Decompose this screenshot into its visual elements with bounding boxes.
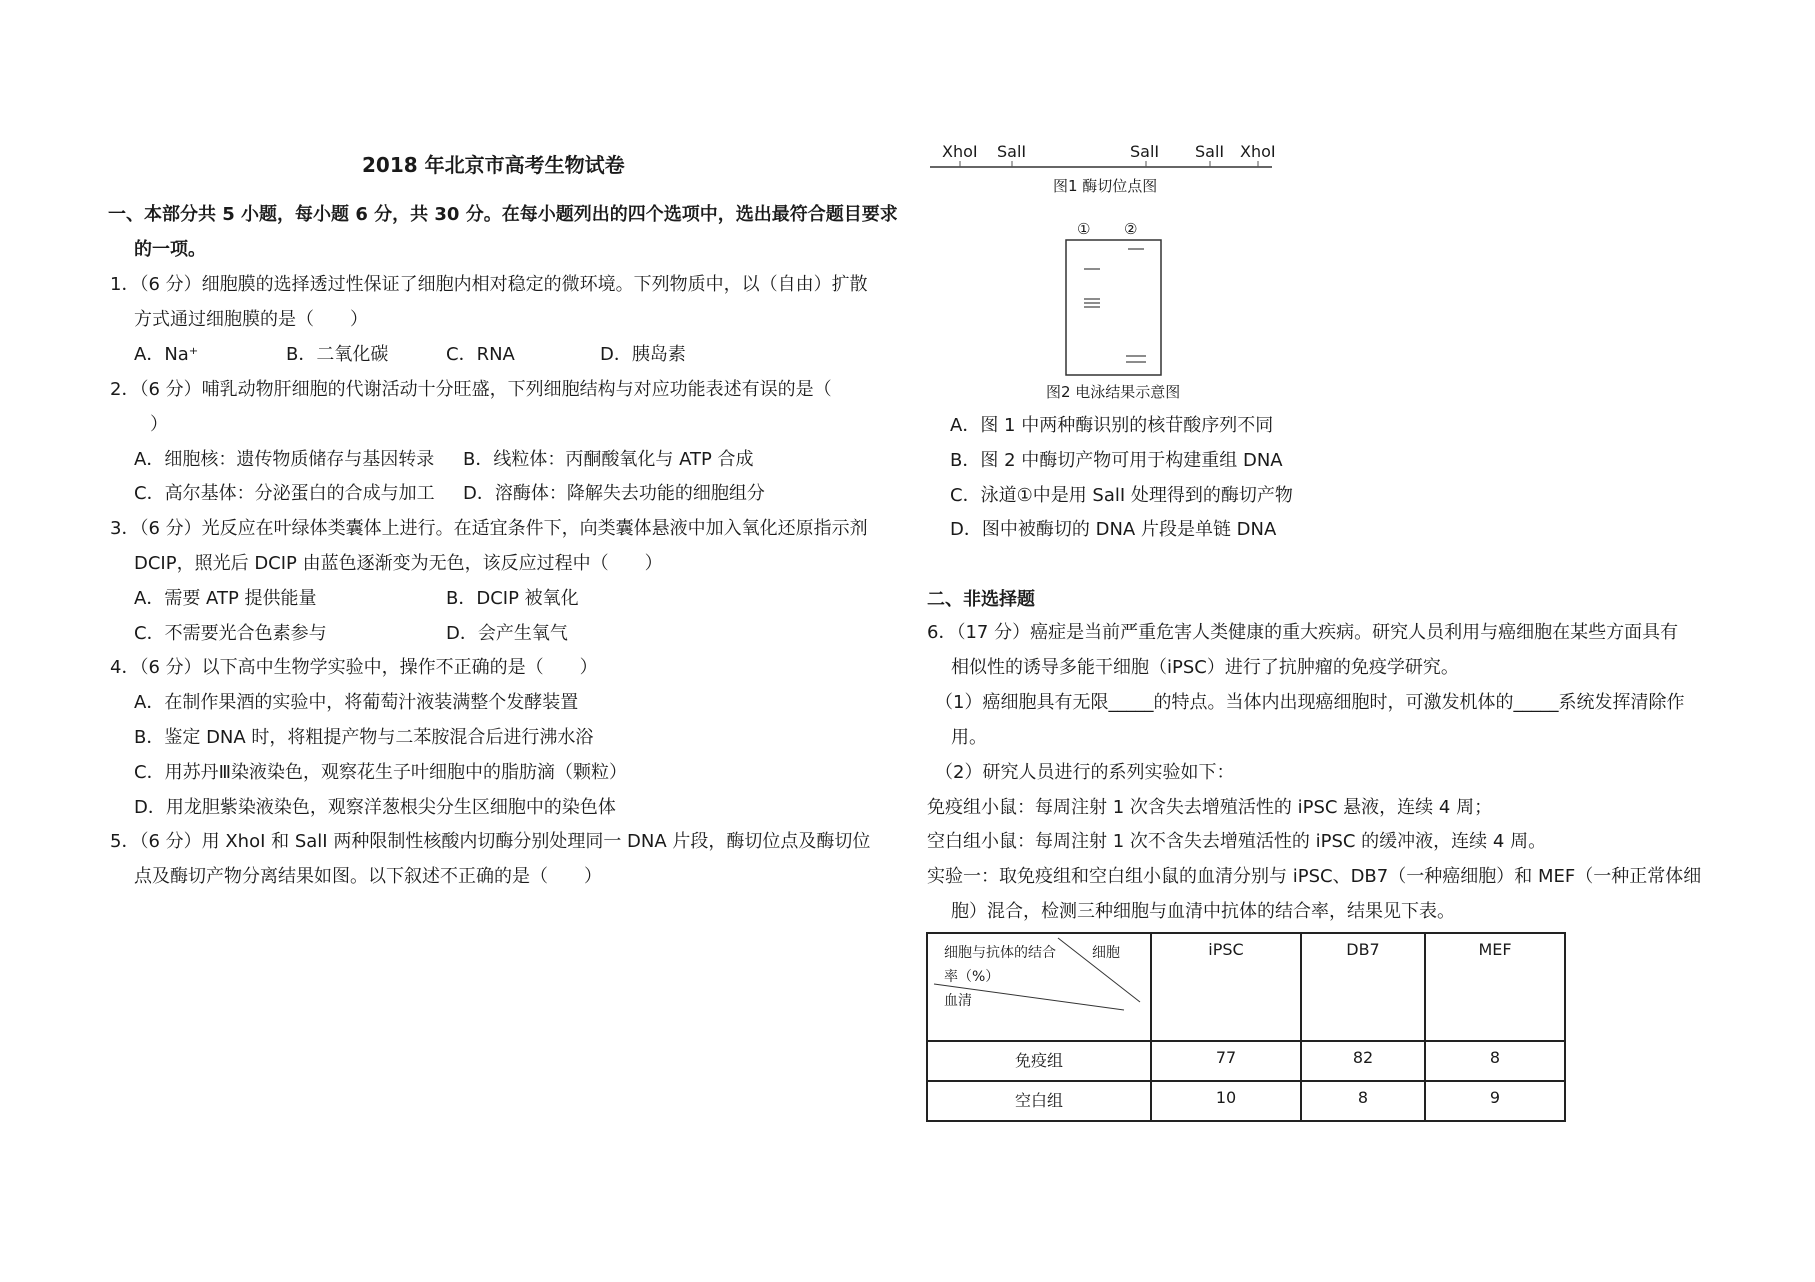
q6-sub1-cont: 用。 — [951, 727, 987, 748]
table-corner-cell — [927, 933, 1151, 1041]
table-row-label: 空白组 — [927, 1081, 1151, 1121]
section2-heading: 二、非选择题 — [927, 589, 1035, 610]
q2-option-a: A．细胞核：遗传物质储存与基因转录 — [134, 449, 435, 470]
q3-option-c: C．不需要光合色素参与 — [134, 623, 327, 644]
q3-stem-cont: DCIP，照光后 DCIP 由蓝色逐渐变为无色，该反应过程中（ ） — [134, 553, 663, 574]
q4-option-b: B．鉴定 DNA 时，将粗提产物与二苯胺混合后进行沸水浴 — [134, 727, 594, 748]
q6-blank-group: 空白组小鼠：每周注射 1 次不含失去增殖活性的 iPSC 的缓冲液，连续 4 周。 — [927, 831, 1547, 852]
q6-immune-group: 免疫组小鼠：每周注射 1 次含失去增殖活性的 iPSC 悬液，连续 4 周； — [927, 797, 1493, 818]
fig2-lane-2-label: ② — [1124, 220, 1138, 238]
q2-stem: 2．（6 分）哺乳动物肝细胞的代谢活动十分旺盛，下列细胞结构与对应功能表述有误的是（ — [110, 379, 832, 400]
fig2-lane-1-label: ① — [1077, 220, 1091, 238]
q5-option-c: C．泳道①中是用 SalⅠ 处理得到的酶切产物 — [950, 485, 1293, 506]
q2-option-d: D．溶酶体：降解失去功能的细胞组分 — [463, 483, 765, 504]
table-cell: 8 — [1301, 1081, 1425, 1121]
q5-stem-cont: 点及酶切产物分离结果如图。以下叙述不正确的是（ ） — [134, 866, 602, 887]
q1-stem-cont: 方式通过细胞膜的是（ ） — [134, 309, 368, 330]
table-header-db7: DB7 — [1301, 933, 1425, 1041]
fig2-caption: 图2 电泳结果示意图 — [1046, 383, 1181, 401]
q4-option-d: D．用龙胆紫染液染色，观察洋葱根尖分生区细胞中的染色体 — [134, 797, 616, 818]
page-title: 2018 年北京市高考生物试卷 — [362, 153, 625, 177]
q3-stem: 3．（6 分）光反应在叶绿体类囊体上进行。在适宜条件下，向类囊体悬液中加入氧化还原指示剂 — [110, 518, 868, 539]
q5-option-a: A．图 1 中两种酶识别的核苷酸序列不同 — [950, 415, 1274, 436]
q3-option-d: D．会产生氧气 — [446, 623, 568, 644]
q6-experiment1: 实验一：取免疫组和空白组小鼠的血清分别与 iPSC、DB7（一种癌细胞）和 MEF（一种正常体细 — [927, 866, 1702, 887]
fig1-label-sal-2: SalⅠ — [1130, 142, 1160, 161]
fig1-label-sal-3: SalⅠ — [1195, 142, 1225, 161]
section1-heading-cont: 的一项。 — [134, 239, 206, 260]
figure-2-electrophoresis — [1040, 218, 1200, 404]
q2-option-c: C．高尔基体：分泌蛋白的合成与加工 — [134, 483, 435, 504]
fig2-gel — [1066, 240, 1161, 375]
fig1-label-sal-1: SalⅠ — [997, 142, 1027, 161]
table-row — [927, 1081, 1565, 1121]
q6-experiment1-cont: 胞）混合，检测三种细胞与血清中抗体的结合率，结果见下表。 — [951, 901, 1455, 922]
q5-option-d: D．图中被酶切的 DNA 片段是单链 DNA — [950, 519, 1277, 540]
q3-option-a: A．需要 ATP 提供能量 — [134, 588, 317, 609]
q1-option-d: D．胰岛素 — [600, 344, 686, 365]
q5-option-b: B．图 2 中酶切产物可用于构建重组 DNA — [950, 450, 1283, 471]
table-cell: 9 — [1425, 1081, 1565, 1121]
q6-sub2: （2）研究人员进行的系列实验如下： — [935, 762, 1235, 783]
q4-stem: 4．（6 分）以下高中生物学实验中，操作不正确的是（ ） — [110, 657, 598, 678]
results-table — [926, 932, 1566, 1122]
q2-stem-cont: ） — [150, 414, 168, 435]
q2-option-b: B．线粒体：丙酮酸氧化与 ATP 合成 — [463, 449, 754, 470]
table-cell: 82 — [1301, 1041, 1425, 1081]
fig1-label-xho-left: XhoⅠ — [942, 142, 978, 161]
table-header-ipsc: iPSC — [1151, 933, 1301, 1041]
q1-option-a: A．Na⁺ — [134, 344, 199, 365]
table-corner-label-unit: 率（%） — [944, 969, 1000, 985]
q6-stem-cont: 相似性的诱导多能干细胞（iPSC）进行了抗肿瘤的免疫学研究。 — [951, 657, 1459, 678]
table-cell: 10 — [1151, 1081, 1301, 1121]
table-cell: 77 — [1151, 1041, 1301, 1081]
q1-option-c: C．RNA — [446, 344, 515, 365]
q1-option-b: B．二氧化碳 — [286, 344, 389, 365]
table-corner-label-serum: 血清 — [944, 993, 972, 1009]
q1-stem: 1．（6 分）细胞膜的选择透过性保证了细胞内相对稳定的微环境。下列物质中，以（自由）扩散 — [110, 274, 868, 295]
table-corner-label-cell: 细胞 — [1092, 945, 1120, 961]
q3-option-b: B．DCIP 被氧化 — [446, 588, 579, 609]
figure-1-restriction-map — [920, 135, 1290, 197]
q6-sub1: （1）癌细胞具有无限_____的特点。当体内出现癌细胞时，可激发机体的_____系统发挥清除作 — [935, 692, 1685, 713]
q4-option-a: A．在制作果酒的实验中，将葡萄汁液装满整个发酵装置 — [134, 692, 579, 713]
q4-option-c: C．用苏丹Ⅲ染液染色，观察花生子叶细胞中的脂肪滴（颗粒） — [134, 762, 627, 783]
fig1-caption: 图1 酶切位点图 — [1053, 177, 1158, 195]
table-corner-label-rate: 细胞与抗体的结合 — [944, 945, 1056, 961]
table-header-mef: MEF — [1425, 933, 1565, 1041]
table-row-label: 免疫组 — [927, 1041, 1151, 1081]
table-cell: 8 — [1425, 1041, 1565, 1081]
q5-stem: 5．（6 分）用 XhoⅠ 和 SalⅠ 两种限制性核酸内切酶分别处理同一 DNA 片段，酶切位点及酶切位 — [110, 831, 871, 852]
fig1-label-xho-right: XhoⅠ — [1240, 142, 1276, 161]
table-row — [927, 1041, 1565, 1081]
q6-stem: 6．（17 分）癌症是当前严重危害人类健康的重大疾病。研究人员利用与癌细胞在某些方面具有 — [927, 622, 1679, 643]
section1-heading: 一、本部分共 5 小题，每小题 6 分，共 30 分。在每小题列出的四个选项中，选出最符合题目要求 — [108, 204, 898, 225]
